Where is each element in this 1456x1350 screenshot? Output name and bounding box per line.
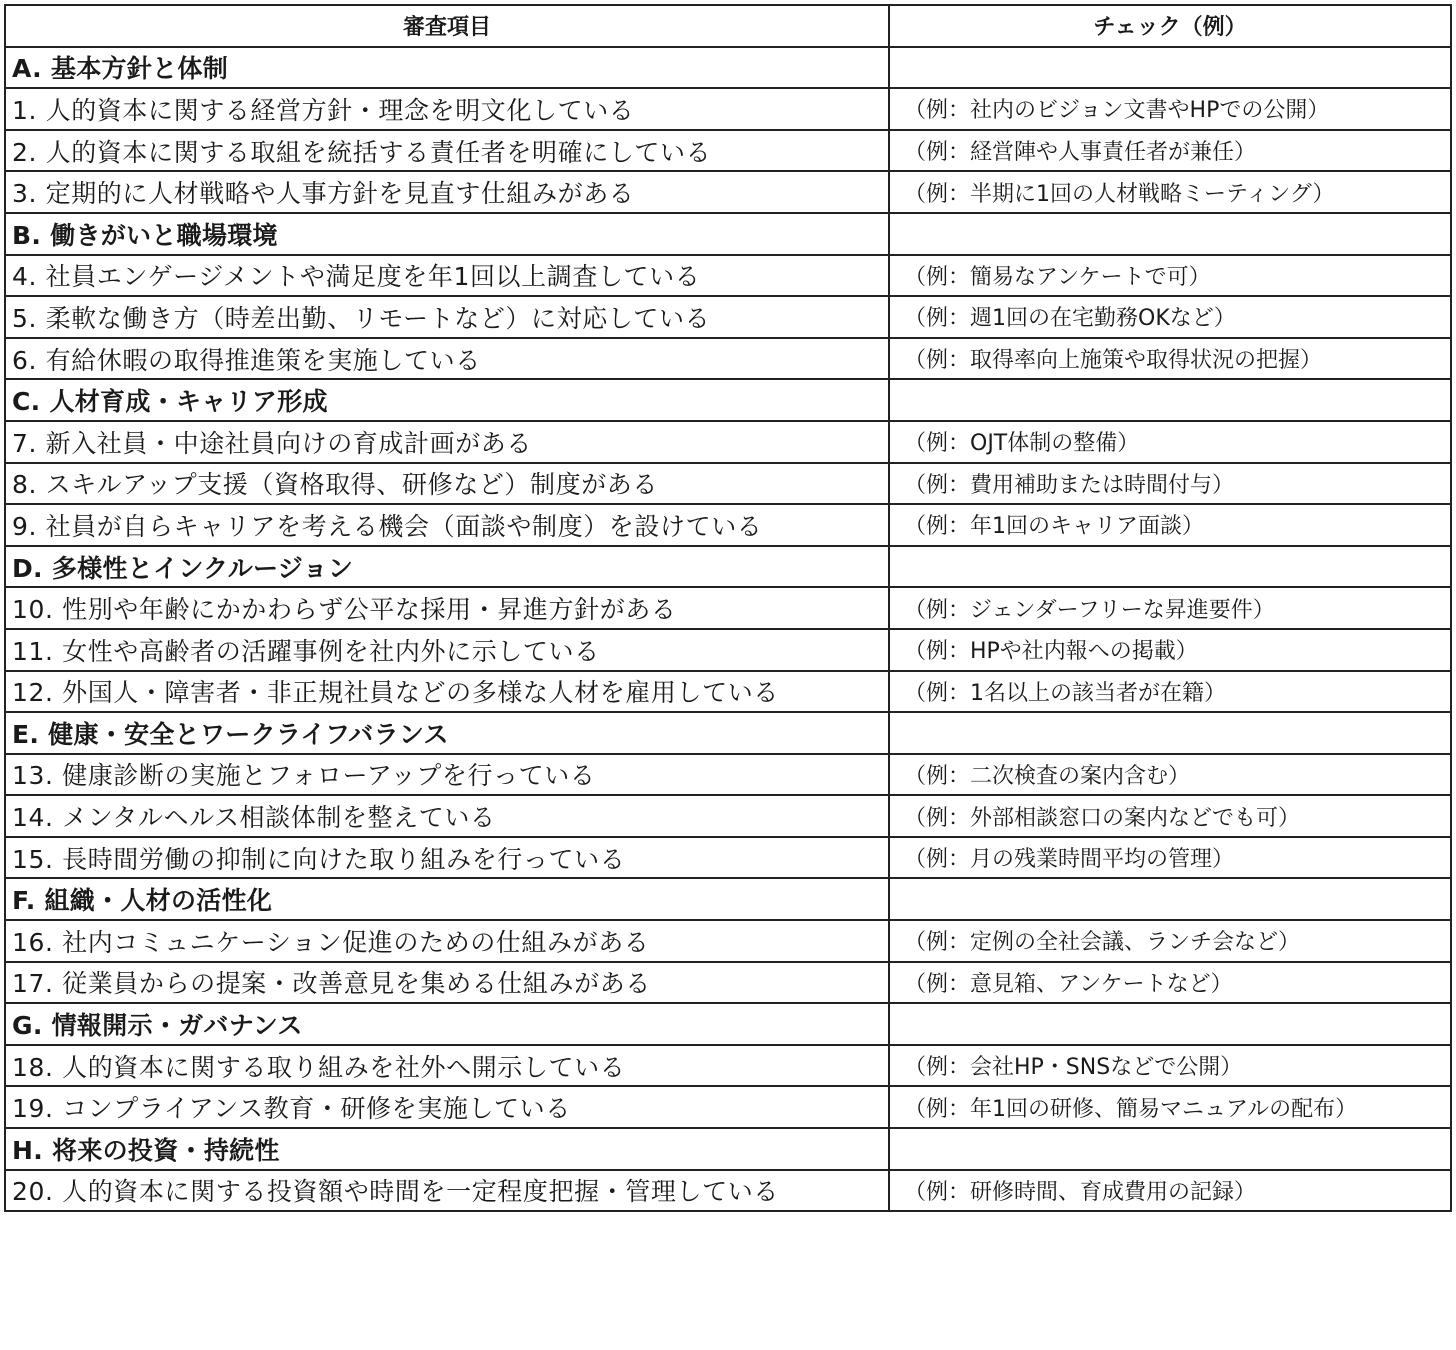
section-row — [5, 47, 1451, 89]
section-title: D. 多様性とインクルージョン — [5, 546, 889, 588]
review-item: 10. 性別や年齢にかかわらず公平な採用・昇進方針がある — [5, 587, 889, 629]
review-item: 4. 社員エンゲージメントや満足度を年1回以上調査している — [5, 255, 889, 297]
section-title: C. 人材育成・キャリア形成 — [5, 379, 889, 421]
section-title: A. 基本方針と体制 — [5, 47, 889, 89]
check-example: （例：週1回の在宅勤務OKなど） — [889, 296, 1451, 338]
section-row — [5, 878, 1451, 920]
table-row — [5, 88, 1451, 130]
table-row — [5, 296, 1451, 338]
table-row — [5, 754, 1451, 796]
check-example: （例：HPや社内報への掲載） — [889, 629, 1451, 671]
section-empty-cell — [889, 379, 1451, 421]
review-item: 18. 人的資本に関する取り組みを社外へ開示している — [5, 1045, 889, 1087]
check-example: （例：意見箱、アンケートなど） — [889, 962, 1451, 1004]
table-header-row — [5, 5, 1451, 47]
review-item: 19. コンプライアンス教育・研修を実施している — [5, 1086, 889, 1128]
table-row — [5, 338, 1451, 380]
section-row — [5, 712, 1451, 754]
review-item: 16. 社内コミュニケーション促進のための仕組みがある — [5, 920, 889, 962]
check-example: （例：OJT体制の整備） — [889, 421, 1451, 463]
check-example: （例：二次検査の案内含む） — [889, 754, 1451, 796]
check-example: （例：年1回の研修、簡易マニュアルの配布） — [889, 1086, 1451, 1128]
check-example: （例：経営陣や人事責任者が兼任） — [889, 130, 1451, 172]
review-item: 14. メンタルヘルス相談体制を整えている — [5, 795, 889, 837]
review-item: 11. 女性や高齢者の活躍事例を社内外に示している — [5, 629, 889, 671]
section-title: F. 組織・人材の活性化 — [5, 878, 889, 920]
table-row — [5, 1170, 1451, 1212]
review-checklist-sheet — [4, 4, 1450, 1212]
table-row — [5, 504, 1451, 546]
section-empty-cell — [889, 47, 1451, 89]
section-title: H. 将来の投資・持続性 — [5, 1128, 889, 1170]
section-empty-cell — [889, 1128, 1451, 1170]
check-example: （例：ジェンダーフリーな昇進要件） — [889, 587, 1451, 629]
section-empty-cell — [889, 1003, 1451, 1045]
section-title: E. 健康・安全とワークライフバランス — [5, 712, 889, 754]
table-row — [5, 920, 1451, 962]
review-item: 20. 人的資本に関する投資額や時間を一定程度把握・管理している — [5, 1170, 889, 1212]
review-item: 3. 定期的に人材戦略や人事方針を見直す仕組みがある — [5, 171, 889, 213]
check-example: （例：1名以上の該当者が在籍） — [889, 671, 1451, 713]
table-row — [5, 587, 1451, 629]
review-item: 1. 人的資本に関する経営方針・理念を明文化している — [5, 88, 889, 130]
section-row — [5, 1003, 1451, 1045]
table-row — [5, 795, 1451, 837]
check-example: （例：月の残業時間平均の管理） — [889, 837, 1451, 879]
section-empty-cell — [889, 878, 1451, 920]
review-item: 7. 新入社員・中途社員向けの育成計画がある — [5, 421, 889, 463]
check-example: （例：取得率向上施策や取得状況の把握） — [889, 338, 1451, 380]
table-row — [5, 671, 1451, 713]
header-review-item: 審査項目 — [5, 5, 889, 47]
review-item: 17. 従業員からの提案・改善意見を集める仕組みがある — [5, 962, 889, 1004]
section-empty-cell — [889, 213, 1451, 255]
table-row — [5, 171, 1451, 213]
table-row — [5, 837, 1451, 879]
table-row — [5, 463, 1451, 505]
table-row — [5, 421, 1451, 463]
review-item: 12. 外国人・障害者・非正規社員などの多様な人材を雇用している — [5, 671, 889, 713]
table-row — [5, 1045, 1451, 1087]
section-row — [5, 213, 1451, 255]
check-example: （例：簡易なアンケートで可） — [889, 255, 1451, 297]
section-title: G. 情報開示・ガバナンス — [5, 1003, 889, 1045]
review-item: 6. 有給休暇の取得推進策を実施している — [5, 338, 889, 380]
check-example: （例：外部相談窓口の案内などでも可） — [889, 795, 1451, 837]
table-row — [5, 130, 1451, 172]
check-example: （例：年1回のキャリア面談） — [889, 504, 1451, 546]
section-empty-cell — [889, 546, 1451, 588]
check-example: （例：定例の全社会議、ランチ会など） — [889, 920, 1451, 962]
section-row — [5, 1128, 1451, 1170]
section-title: B. 働きがいと職場環境 — [5, 213, 889, 255]
review-item: 15. 長時間労働の抑制に向けた取り組みを行っている — [5, 837, 889, 879]
review-item: 13. 健康診断の実施とフォローアップを行っている — [5, 754, 889, 796]
review-item: 5. 柔軟な働き方（時差出勤、リモートなど）に対応している — [5, 296, 889, 338]
section-row — [5, 546, 1451, 588]
table-row — [5, 255, 1451, 297]
review-checklist-table — [4, 4, 1452, 1212]
check-example: （例：費用補助または時間付与） — [889, 463, 1451, 505]
check-example: （例：会社HP・SNSなどで公開） — [889, 1045, 1451, 1087]
review-item: 9. 社員が自らキャリアを考える機会（面談や制度）を設けている — [5, 504, 889, 546]
header-check-example: チェック（例） — [889, 5, 1451, 47]
section-row — [5, 379, 1451, 421]
check-example: （例：社内のビジョン文書やHPでの公開） — [889, 88, 1451, 130]
check-example: （例：研修時間、育成費用の記録） — [889, 1170, 1451, 1212]
table-row — [5, 962, 1451, 1004]
review-item: 8. スキルアップ支援（資格取得、研修など）制度がある — [5, 463, 889, 505]
section-empty-cell — [889, 712, 1451, 754]
review-item: 2. 人的資本に関する取組を統括する責任者を明確にしている — [5, 130, 889, 172]
table-row — [5, 1086, 1451, 1128]
table-row — [5, 629, 1451, 671]
check-example: （例：半期に1回の人材戦略ミーティング） — [889, 171, 1451, 213]
